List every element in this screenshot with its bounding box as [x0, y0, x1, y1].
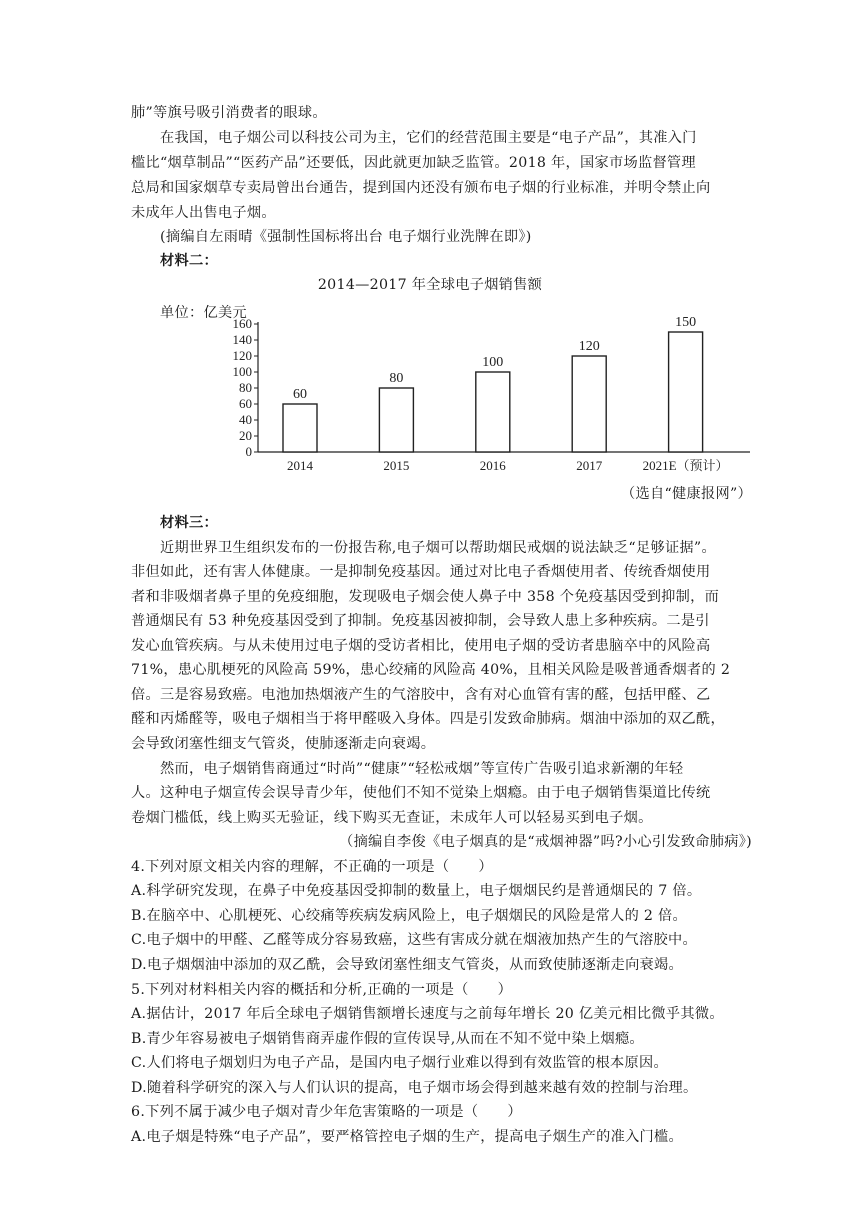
question-4-stem: 4.下列对原文相关内容的理解，不正确的一项是（ ）	[131, 859, 493, 875]
x-tick-label: 2017	[576, 458, 603, 473]
passage-line: 近期世界卫生组织发布的一份报告称,电子烟可以帮助烟民戒烟的说法缺乏“足够证据”。	[160, 540, 716, 556]
chart-unit-label: 单位：亿美元	[160, 305, 247, 321]
bar	[572, 356, 606, 452]
option-d: D.随着科学研究的深入与人们认识的提高，电子烟市场会得到越来越有效的控制与治理。	[131, 1080, 698, 1096]
source-citation: （摘编自李俊《电子烟真的是“戒烟神器”吗?小心引发致命肺病》)	[339, 834, 752, 850]
passage-line: 发心血管疾病。与从未使用过电子烟的受访者相比，使用电子烟的受访者患脑卒中的风险高	[131, 638, 711, 654]
passage-line: 非但如此，还有害人体健康。一是抑制免疫基因。通过对比电子香烟使用者、传统香烟使用	[131, 564, 711, 580]
y-tick-label: 40	[239, 412, 252, 427]
material-3-label: 材料三：	[160, 515, 218, 531]
y-tick-label: 60	[239, 396, 252, 411]
passage-line: 人。这种电子烟宣传会误导青少年，使他们不知不觉染上烟瘾。由于电子烟销售渠道比传统	[131, 785, 711, 801]
passage-line: 然而，电子烟销售商通过“时尚”“健康”“轻松戒烟”等宣传广告吸引追求新潮的年轻	[160, 761, 684, 777]
x-tick-label: 2016	[479, 458, 506, 473]
passage-line: 槛比“烟草制品”“医药产品”还要低，因此就更加缺乏监管。2018 年，国家市场监督管理	[131, 155, 696, 171]
bar-value-label: 120	[578, 339, 600, 354]
material-2-label: 材料二：	[160, 253, 218, 269]
option-a: A.据估计，2017 年后全球电子烟销售额增长速度与之前每年增长 20 亿美元相比微乎其微。	[131, 1006, 724, 1022]
option-a: A.电子烟是特殊“电子产品”，要严格管控电子烟的生产，提高电子烟生产的准入门槛。	[131, 1129, 684, 1145]
passage-line: 卷烟门槛低，线上购买无验证，线下购买无查证，未成年人可以轻易买到电子烟。	[131, 810, 653, 826]
passage-line: 普通烟民有 53 种免疫基因受到了抑制。免疫基因被抑制，会导致人患上多种疾病。二是引	[131, 613, 710, 629]
bar-value-label: 100	[482, 355, 504, 370]
bar	[476, 372, 510, 452]
passage-line: 肺”等旗号吸引消费者的眼球。	[131, 105, 327, 121]
bar	[379, 388, 413, 452]
passage-line: 未成年人出售电子烟。	[131, 205, 276, 221]
y-tick-label: 80	[239, 380, 252, 395]
passage-line: 醛和丙烯醛等，吸电子烟相当于将甲醛吸入身体。四是引发致命肺病。烟油中添加的双乙酰，	[131, 711, 725, 727]
option-d: D.电子烟烟油中添加的双乙酰，会导致闭塞性细支气管炎，从而致使肺逐渐走向衰竭。	[131, 957, 684, 973]
passage-line: 者和非吸烟者鼻子里的免疫细胞，发现吸电子烟会使人鼻子中 358 个免疫基因受到抑制，而	[131, 589, 720, 605]
bar-chart	[200, 312, 760, 482]
bar	[283, 404, 317, 452]
bar-value-label: 150	[675, 315, 697, 330]
chart-title: 2014—2017 年全球电子烟销售额	[317, 277, 543, 293]
bar-value-label: 60	[293, 387, 307, 402]
x-tick-label: 2021E（预计）	[642, 458, 729, 473]
passage-line: 71%，患心肌梗死的风险高 59%，患心绞痛的风险高 40%，且相关风险是吸普通香烟者的 2	[131, 662, 731, 678]
passage-line: 总局和国家烟草专卖局曾出台通告，提到国内还没有颁布电子烟的行业标准，并明令禁止向	[131, 180, 711, 196]
option-b: B.在脑卒中、心肌梗死、心绞痛等疾病发病风险上，电子烟烟民的风险是常人的 2 倍。	[131, 908, 688, 924]
y-tick-label: 160	[232, 316, 252, 331]
x-tick-label: 2014	[287, 458, 313, 473]
source-citation: (摘编自左雨晴《强制性国标将出台 电子烟行业洗牌在即》)	[160, 229, 532, 245]
passage-line: 倍。三是容易致癌。电池加热烟液产生的气溶胶中，含有对心血管有害的醛，包括甲醛、乙	[131, 687, 711, 703]
passage-line: 会导致闭塞性细支气管炎，使肺逐渐走向衰竭。	[131, 736, 436, 752]
question-6-stem: 6.下列不属于减少电子烟对青少年危害策略的一项是（ ）	[131, 1104, 522, 1120]
option-a: A.科学研究发现，在鼻子中免疫基因受抑制的数量上，电子烟烟民约是普通烟民的 7 倍。	[131, 883, 702, 899]
y-tick-label: 120	[232, 348, 252, 363]
question-5-stem: 5.下列对材料相关内容的概括和分析,正确的一项是（ ）	[131, 982, 513, 998]
y-tick-label: 0	[245, 444, 252, 459]
option-b: B.青少年容易被电子烟销售商弄虚作假的宣传误导,从而在不知不觉中染上烟瘾。	[131, 1031, 644, 1047]
bar-value-label: 80	[389, 371, 404, 386]
chart-source: （选自“健康报网”）	[620, 486, 752, 502]
bar	[669, 332, 703, 452]
y-tick-label: 20	[239, 428, 252, 443]
option-c: C.电子烟中的甲醛、乙醛等成分容易致癌，这些有害成分就在烟液加热产生的气溶胶中。	[131, 932, 697, 948]
y-tick-label: 140	[232, 332, 252, 347]
option-c: C.人们将电子烟划归为电子产品，是国内电子烟行业难以得到有效监管的根本原因。	[131, 1055, 669, 1071]
x-tick-label: 2015	[383, 458, 410, 473]
y-tick-label: 100	[232, 364, 252, 379]
passage-line: 在我国，电子烟公司以科技公司为主，它们的经营范围主要是“电子产品”，其准入门	[160, 130, 697, 146]
